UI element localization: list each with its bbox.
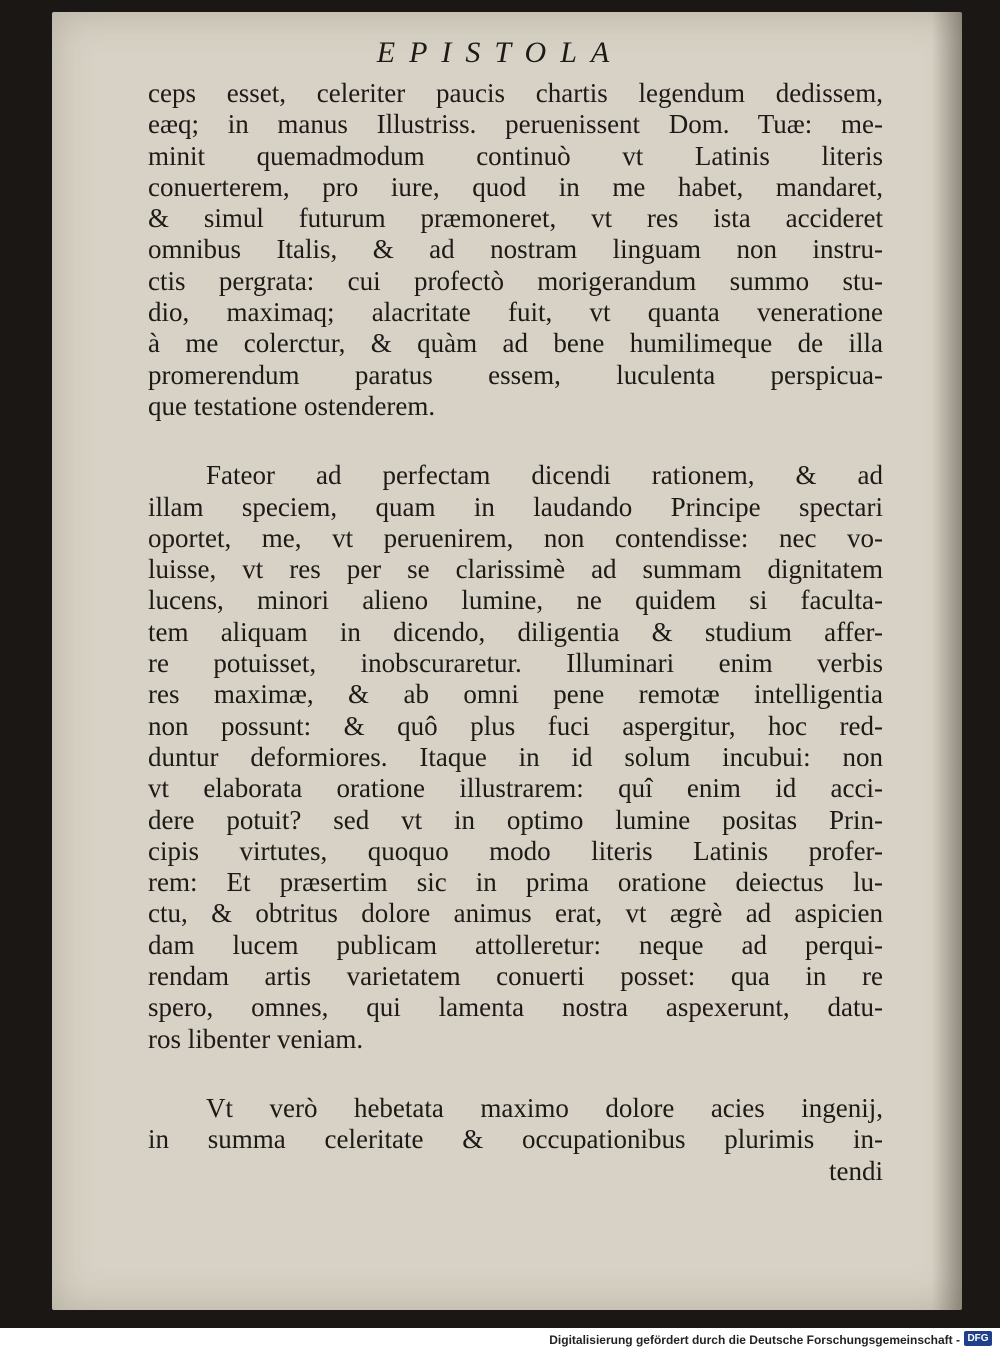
text-line: lucens, minori alieno lumine, ne quidem si faculta- — [148, 585, 883, 616]
text-line: spero, omnes, qui lamenta nostra aspexerunt, datu- — [148, 992, 883, 1023]
text-line: Fateor ad perfectam dicendi rationem, & ad — [206, 460, 883, 491]
paragraph — [148, 1093, 883, 1187]
text-line: rendam artis varietatem conuerti posset: qua in re — [148, 961, 883, 992]
text-line: oportet, me, vt peruenirem, non contendisse: nec vo- — [148, 522, 883, 553]
text-line: res maximæ, & ab omni pene remotæ intelligentia — [148, 679, 883, 710]
text-line: vt elaborata oratione illustrarem: quî enim id acci- — [148, 773, 883, 804]
text-line: omnibus Italis, & ad nostram linguam non instru- — [148, 234, 883, 265]
catchword: tendi — [829, 1155, 883, 1186]
text-line: re potuisset, inobscuraretur. Illuminari enim verbis — [148, 648, 883, 679]
footer-credit: Digitalisierung gefördert durch die Deutsche Forschungsgemeinschaft - — [549, 1333, 960, 1347]
text-line: promerendum paratus essem, luculenta perspicua- — [148, 359, 883, 390]
text-line: rem: Et præsertim sic in prima oratione deiectus lu- — [148, 867, 883, 898]
text-line: dio, maximaq; alacritate fuit, vt quanta veneratione — [148, 297, 883, 328]
text-line: luisse, vt res per se clarissimè ad summam dignitatem — [148, 554, 883, 585]
running-head: EPISTOLA — [376, 36, 624, 69]
text-line: dere potuit? sed vt in optimo lumine positas Prin- — [148, 804, 883, 835]
paragraph — [148, 78, 883, 422]
text-line: & simul futurum præmoneret, vt res ista accideret — [148, 203, 883, 234]
paragraph — [148, 460, 883, 1055]
text-line: illam speciem, quam in laudando Principe spectari — [148, 491, 883, 522]
text-line: dam lucem publicam attolleretur: neque ad perqui- — [148, 929, 883, 960]
text-line: Vt verò hebetata maximo dolore acies ingenij, — [206, 1092, 883, 1123]
text-line: cipis virtutes, quoquo modo literis Latinis profer- — [148, 835, 883, 866]
text-line: conuerterem, pro iure, quod in me habet, mandaret, — [148, 171, 883, 202]
text-line: ceps esset, celeriter paucis chartis legendum dedissem, — [148, 78, 883, 108]
text-line: minit quemadmodum continuò vt Latinis literis — [148, 140, 883, 171]
text-line: ctis pergrata: cui profectò morigerandum summo stu- — [148, 265, 883, 296]
text-line: ctu, & obtritus dolore animus erat, vt ægrè ad aspicien — [148, 898, 883, 929]
dfg-logo-icon: DFG — [964, 1331, 992, 1346]
text-line: eæq; in manus Illustriss. peruenissent Dom. Tuæ: me- — [148, 109, 883, 140]
text-line: tem aliquam in dicendo, diligentia & studium affer- — [148, 616, 883, 647]
text-line: à me colerctur, & quàm ad bene humilimeque de illa — [148, 328, 883, 359]
text-block — [148, 78, 883, 1187]
text-line: duntur deformiores. Itaque in id solum incubui: non — [148, 741, 883, 772]
text-line: non possunt: & quô plus fuci aspergitur, hoc red- — [148, 710, 883, 741]
text-line: in summa celeritate & occupationibus plurimis in- — [148, 1124, 883, 1155]
page-gutter-shadow — [932, 12, 962, 1310]
text-line: que testatione ostenderem. — [148, 390, 436, 421]
text-line: ros libenter veniam. — [148, 1023, 364, 1054]
